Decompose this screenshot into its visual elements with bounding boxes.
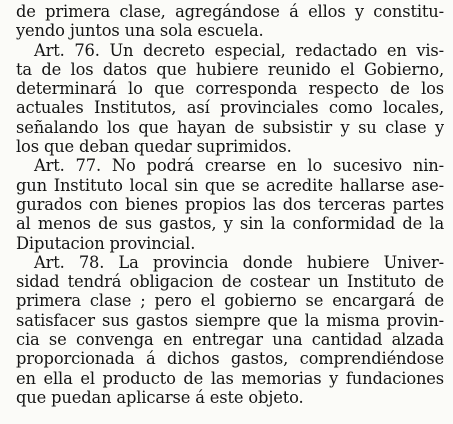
article-76-heading-line: Art. 76. Un decreto especial, redactado en vis- xyxy=(34,40,444,60)
text-line: sidad tendrá obligacion de costear un Instituto de xyxy=(16,272,444,292)
article-78-heading-line: Art. 78. La provincia donde hubiere Univer- xyxy=(34,252,444,272)
text-line: yendo juntos una sola escuela. xyxy=(16,21,264,41)
text-line: de primera clase, agregándose á ellos y constitu- xyxy=(16,2,444,21)
article-text-block xyxy=(16,2,444,407)
text-line: gun Instituto local sin que se acredite hallarse ase- xyxy=(16,175,444,195)
text-line: que puedan aplicarse á este objeto. xyxy=(16,387,304,407)
article-77-heading-line: Art. 77. No podrá crearse en lo sucesivo nin- xyxy=(34,156,444,176)
text-line: actuales Institutos, así provinciales como locales, xyxy=(16,98,444,118)
text-line: determinará lo que corresponda respecto de los xyxy=(16,79,444,99)
text-line: los que deban quedar suprimidos. xyxy=(16,137,292,157)
text-line: cia se convenga en entregar una cantidad alzada xyxy=(16,330,444,350)
text-line: gurados con bienes propios las dos terceras partes xyxy=(16,194,444,214)
text-line: señalando los que hayan de subsistir y su clase y xyxy=(16,117,444,137)
text-line: satisfacer sus gastos siempre que la misma provin- xyxy=(16,310,444,330)
text-line: primera clase ; pero el gobierno se encargará de xyxy=(16,291,444,311)
text-line: Diputacion provincial. xyxy=(16,233,196,253)
text-line: en ella el producto de las memorias y fundaciones xyxy=(16,368,444,388)
text-line: al menos de sus gastos, y sin la conformidad de la xyxy=(16,214,444,234)
text-line: proporcionada á dichos gastos, comprendiéndose xyxy=(16,349,444,369)
text-line: ta de los datos que hubiere reunido el Gobierno, xyxy=(16,59,444,79)
